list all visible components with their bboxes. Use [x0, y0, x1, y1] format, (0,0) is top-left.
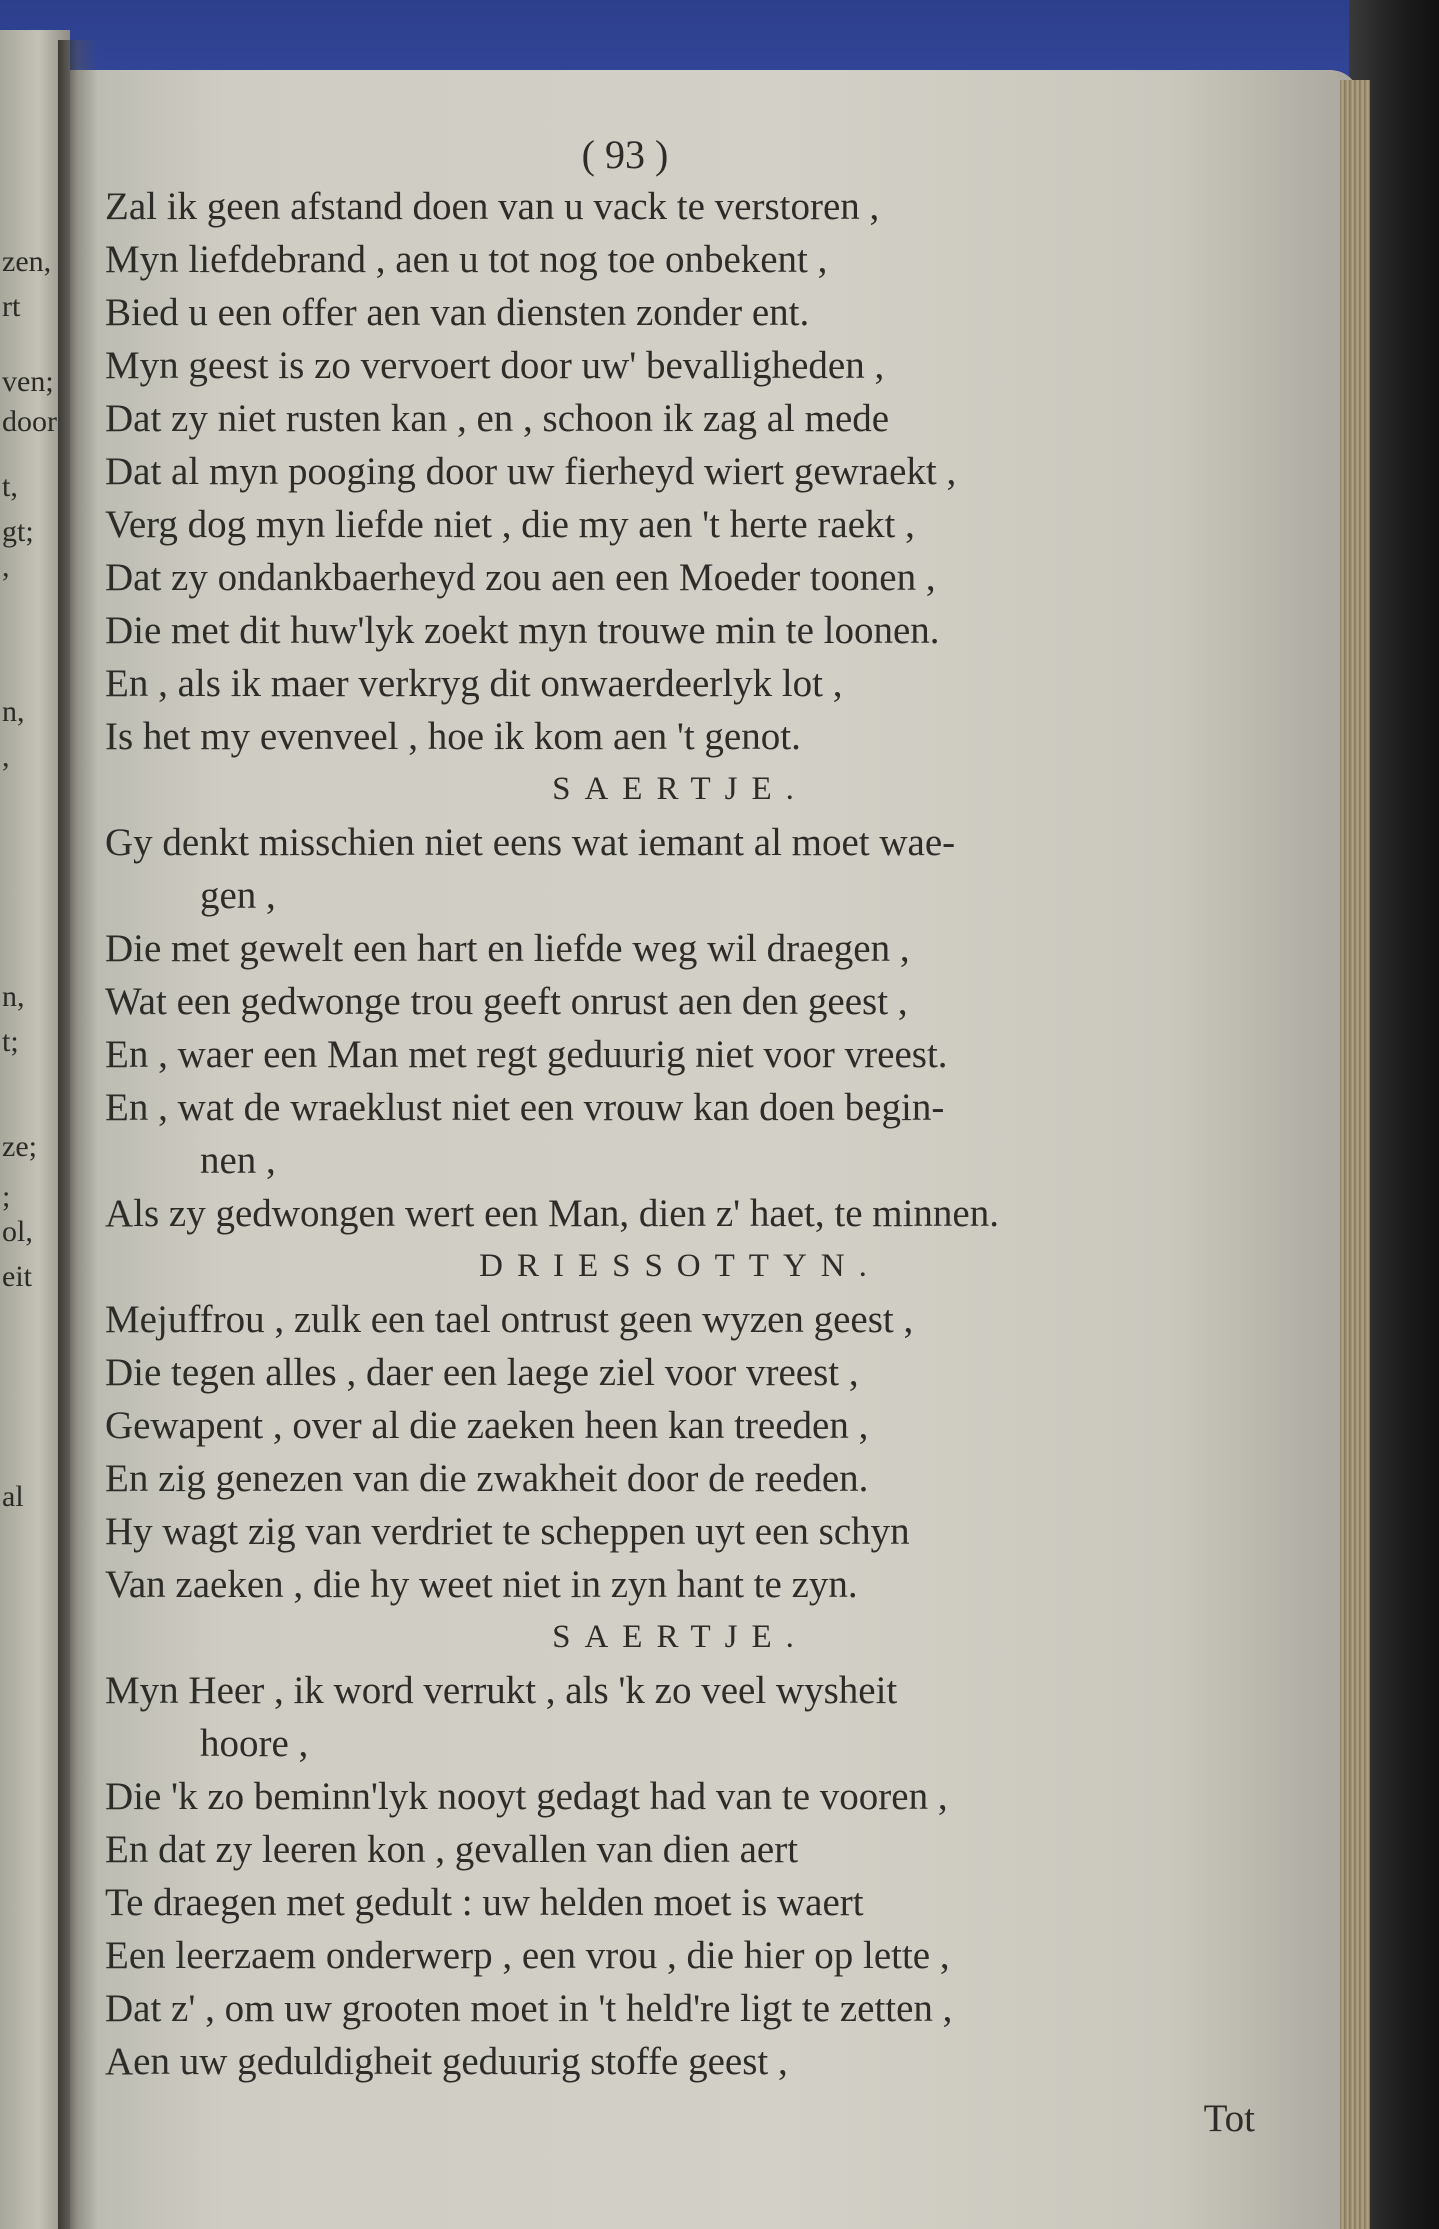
- verse-line: Die met gewelt een hart en liefde weg wil draegen ,: [105, 927, 910, 970]
- left-page-fragment: n,: [2, 980, 25, 1013]
- verse-line: En zig genezen van die zwakheit door de reeden.: [105, 1457, 869, 1500]
- verse-line: Dat zy ondankbaerheyd zou aen een Moeder toonen ,: [105, 556, 936, 599]
- left-page-fragment: ven;: [2, 365, 54, 398]
- verse-line: En , wat de wraeklust niet een vrouw kan doen begin-: [105, 1086, 945, 1129]
- verse-line: Mejuffrou , zulk een tael ontrust geen wyzen geest ,: [105, 1298, 914, 1341]
- verse-line: Van zaeken , die hy weet niet in zyn hant te zyn.: [105, 1563, 858, 1606]
- verse-line: En , waer een Man met regt geduurig niet voor vreest.: [105, 1033, 948, 1076]
- left-page-fragment: ,: [2, 550, 10, 583]
- verse-line: En dat zy leeren kon , gevallen van dien aert: [105, 1828, 799, 1871]
- verse-line: Als zy gedwongen wert een Man, dien z' haet, te minnen.: [105, 1192, 999, 1235]
- verse-line: Myn geest is zo vervoert door uw' bevalligheden ,: [105, 344, 885, 387]
- verse-line-continuation: nen ,: [200, 1139, 276, 1182]
- verse-line: Bied u een offer aen van diensten zonder ent.: [105, 291, 810, 334]
- verse-line: Gewapent , over al die zaeken heen kan treeden ,: [105, 1404, 869, 1447]
- speaker-name: SAERTJE.: [552, 771, 808, 807]
- left-page-fragment: t;: [2, 1025, 19, 1058]
- verse-line: Hy wagt zig van verdriet te scheppen uyt een schyn: [105, 1510, 910, 1553]
- verse-line: Wat een gedwonge trou geeft onrust aen den geest ,: [105, 980, 908, 1023]
- verse-blocks: [105, 180, 1255, 2088]
- left-page-fragment: eit: [2, 1260, 32, 1293]
- left-page-fragment: door: [2, 405, 57, 438]
- verse-line: Myn liefdebrand , aen u tot nog toe onbekent ,: [105, 238, 828, 281]
- left-page-fragment: ze;: [2, 1130, 37, 1163]
- book-gutter: [58, 40, 98, 2229]
- verse-line: Aen uw geduldigheit geduurig stoffe geest ,: [105, 2040, 788, 2083]
- verse-line: Verg dog myn liefde niet , die my aen 't herte raekt ,: [105, 503, 915, 546]
- verse-line: Een leerzaem onderwerp , een vrou , die hier op lette ,: [105, 1934, 950, 1977]
- left-page-fragment: t,: [2, 470, 18, 503]
- verse-line: En , als ik maer verkryg dit onwaerdeerlyk lot ,: [105, 662, 843, 705]
- verse-line: Dat al myn pooging door uw fierheyd wiert gewraekt ,: [105, 450, 957, 493]
- verse-line-continuation: hoore ,: [200, 1722, 309, 1765]
- left-page-fragment: n,: [2, 695, 25, 728]
- left-page-fragment: rt: [2, 290, 21, 323]
- speaker-name: DRIESSOTTYN.: [479, 1248, 881, 1284]
- left-page-fragment: zen,: [2, 245, 52, 278]
- verse-line: Die met dit huw'lyk zoekt myn trouwe min te loonen.: [105, 609, 940, 652]
- left-page-fragment: gt;: [2, 515, 34, 548]
- page-text: [105, 130, 1255, 2145]
- verse-line: Dat zy niet rusten kan , en , schoon ik zag al mede: [105, 397, 890, 440]
- verse-line: Myn Heer , ik word verrukt , als 'k zo veel wysheit: [105, 1669, 898, 1712]
- left-page-fragment: ol,: [2, 1215, 33, 1248]
- verse-line: Is het my evenveel , hoe ik kom aen 't genot.: [105, 715, 801, 758]
- verse-line: Te draegen met gedult : uw helden moet is waert: [105, 1881, 864, 1924]
- verse-line-continuation: gen ,: [200, 874, 276, 917]
- left-page-fragment: al: [2, 1480, 24, 1513]
- left-page-fragment: ,: [2, 740, 10, 773]
- verse-line: Die tegen alles , daer een laege ziel voor vreest ,: [105, 1351, 859, 1394]
- speaker-name: SAERTJE.: [552, 1619, 808, 1655]
- page-edges: [1340, 80, 1370, 2229]
- verse-line: Gy denkt misschien niet eens wat iemant al moet wae-: [105, 821, 956, 864]
- verse-line: Dat z' , om uw grooten moet in 't held're ligt te zetten ,: [105, 1987, 953, 2030]
- verse-line: Die 'k zo beminn'lyk nooyt gedagt had van te vooren ,: [105, 1775, 948, 1818]
- left-page-fragment: ;: [2, 1180, 11, 1213]
- verse-line: Zal ik geen afstand doen van u vack te verstoren ,: [105, 185, 880, 228]
- page-number: ( 93 ): [581, 132, 669, 177]
- catchword: Tot: [1203, 2097, 1255, 2140]
